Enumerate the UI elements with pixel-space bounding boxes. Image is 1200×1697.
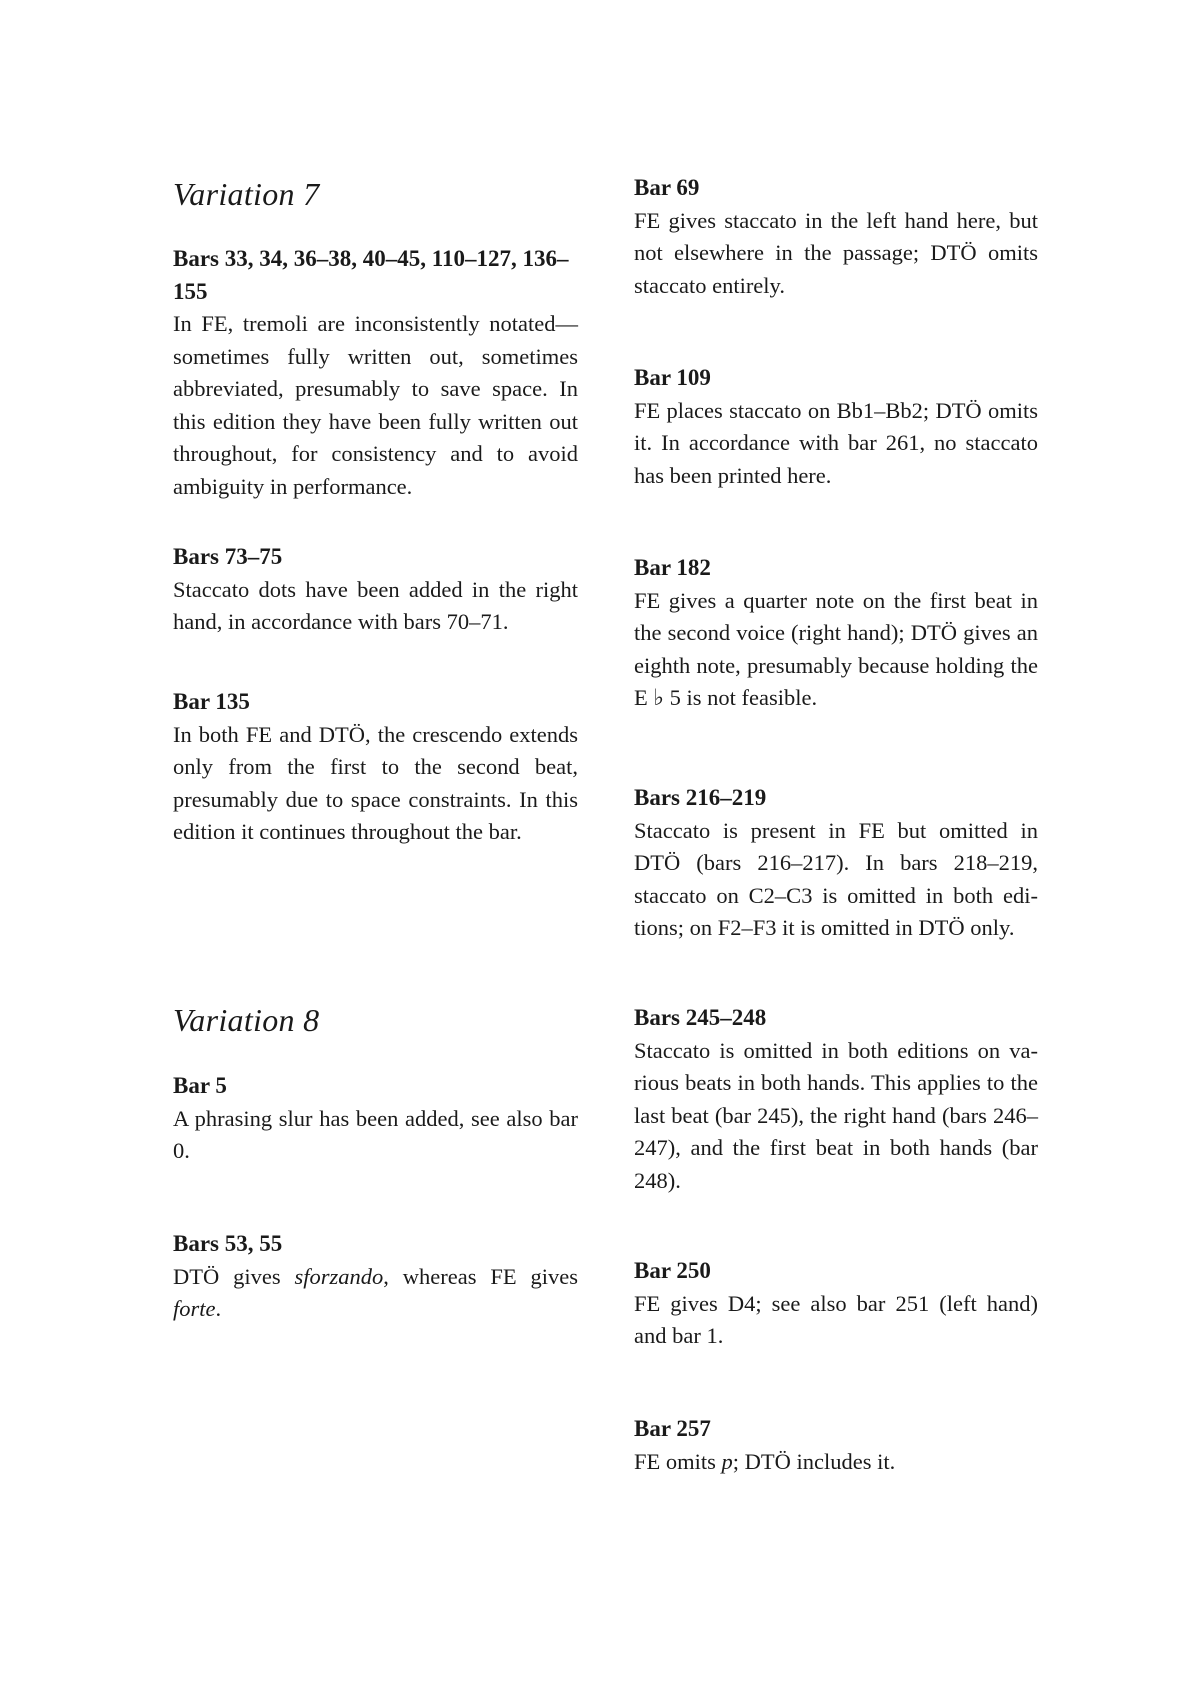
entry-bar-5 — [173, 1070, 578, 1168]
entry-text — [173, 1261, 578, 1326]
entry-heading: Bars 245–248 — [634, 1005, 767, 1030]
entry-bar-109 — [634, 362, 1038, 492]
entry-bar-135 — [173, 686, 578, 849]
entry-text: Staccato dots have been added in the right hand, in accordance with bars 70–71. — [173, 576, 578, 634]
text-run: DTÖ gives — [173, 1263, 295, 1289]
italic-term-sforzando: sforzando — [294, 1263, 384, 1289]
entry-heading: Bar 250 — [634, 1258, 711, 1283]
entry-bars-33-155 — [173, 243, 578, 503]
entry-text: FE gives D4; see also bar 251 (left hand) and bar 1. — [634, 1290, 1038, 1348]
text-run: , whereas FE gives — [383, 1263, 578, 1289]
entry-heading: Bar 257 — [634, 1416, 711, 1441]
entry-heading: Bar 135 — [173, 689, 250, 714]
entry-text: Staccato is omitted in both editions on various beats in both hands. This applies to the last beat (bar 245), the right hand (bars 246–247), and the first beat in both hands (bar 248). — [634, 1037, 1038, 1193]
text-run: . — [215, 1296, 222, 1321]
variation-7-section — [173, 176, 578, 212]
entry-bar-69 — [634, 172, 1038, 302]
entry-bars-216-219 — [634, 782, 1038, 945]
entry-heading: Bars 216–219 — [634, 785, 767, 810]
entry-heading: Bars 53, 55 — [173, 1231, 283, 1256]
entry-text: FE gives staccato in the left hand here, but not elsewhere in the passage; DTÖ omits staccato entirely. — [634, 207, 1038, 298]
entry-text: Staccato is present in FE but omitted in DTÖ (bars 216–217). In bars 218–219, staccato on C2–C3 is omitted in both editions; on F2–F3 it is omitted in DTÖ only. — [634, 817, 1038, 940]
entry-text: A phrasing slur has been added, see also bar 0. — [173, 1105, 578, 1163]
entry-heading: Bar 69 — [634, 175, 700, 200]
entry-bar-257 — [634, 1413, 1038, 1478]
italic-term-forte: forte — [173, 1296, 216, 1321]
entry-bars-53-55 — [173, 1228, 578, 1326]
entry-text — [634, 1446, 1038, 1479]
entry-heading: Bar 5 — [173, 1073, 227, 1098]
text-run: ; DTÖ includes it. — [732, 1448, 896, 1474]
entry-heading: Bars 33, 34, 36–38, 40–45, 110–127, 136–155 — [173, 246, 569, 304]
entry-heading: Bars 73–75 — [173, 544, 283, 569]
entry-text: In both FE and DTÖ, the crescendo extends only from the first to the second beat, presumably due to space constraints. In this edition it continues throughout the bar. — [173, 721, 578, 844]
italic-dynamic-p: p — [721, 1448, 733, 1474]
entry-text: FE gives a quarter note on the first beat in the second voice (right hand); DTÖ gives an eighth note, presumably because holding the E ♭ 5 is not feasible. — [634, 587, 1038, 710]
variation-8-section — [173, 1002, 578, 1038]
entry-bars-73-75 — [173, 541, 578, 639]
text-run: FE omits — [634, 1448, 722, 1474]
entry-text: In FE, tremoli are inconsistently notated—sometimes fully written out, sometimes abbreviated, presumably to save space. In this edition they have been fully written out throughout, for consistency and to avoid ambiguity in performance. — [173, 311, 578, 499]
variation-7-title: Variation 7 — [173, 176, 320, 212]
entry-text: FE places staccato on Bb1–Bb2; DTÖ omits it. In accordance with bar 261, no staccato has been printed here. — [634, 397, 1038, 488]
variation-8-title: Variation 8 — [173, 1002, 320, 1038]
entry-bars-245-248 — [634, 1002, 1038, 1197]
entry-bar-182 — [634, 552, 1038, 715]
entry-bar-250 — [634, 1255, 1038, 1353]
entry-heading: Bar 182 — [634, 555, 711, 580]
entry-heading: Bar 109 — [634, 365, 711, 390]
